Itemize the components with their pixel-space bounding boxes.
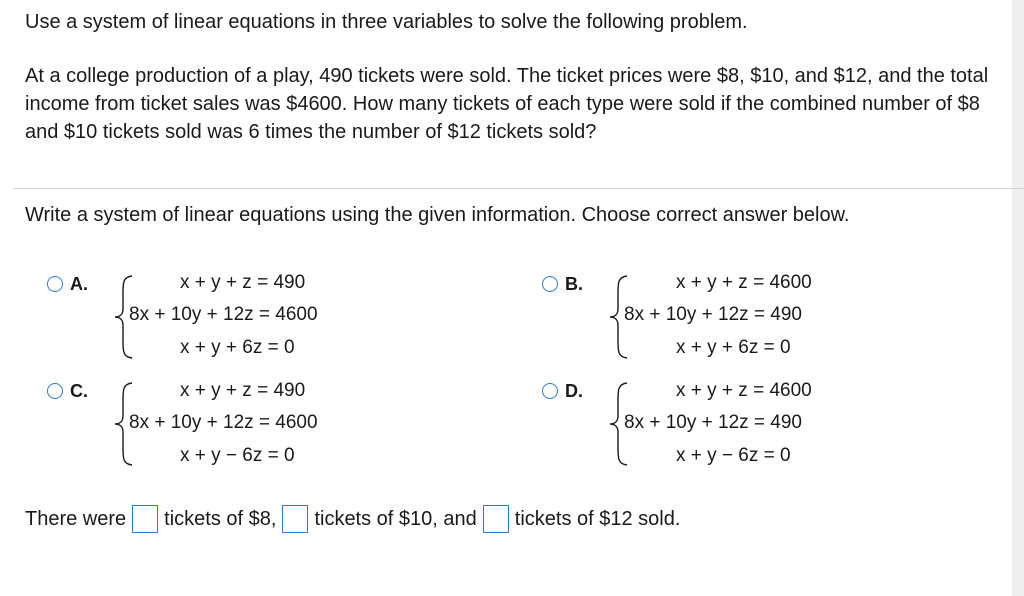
option-a-eq1: x + y + z = 490 bbox=[180, 272, 306, 293]
option-d-letter: D. bbox=[565, 381, 583, 401]
answer-input-8-dollar[interactable] bbox=[132, 505, 158, 533]
option-a-letter: A. bbox=[70, 274, 88, 294]
option-c-eq2: 8x + 10y + 12z = 4600 bbox=[129, 412, 318, 433]
option-a[interactable] bbox=[47, 272, 387, 370]
option-b[interactable] bbox=[542, 272, 882, 370]
answer-input-10-dollar[interactable] bbox=[282, 505, 308, 533]
option-d-eq3: x + y − 6z = 0 bbox=[676, 445, 791, 466]
radio-button-a[interactable] bbox=[47, 276, 63, 292]
instruction-text: Use a system of linear equations in three variables to solve the following problem. bbox=[25, 11, 748, 33]
answer-sentence bbox=[25, 505, 680, 533]
answer-text-1: There were bbox=[25, 508, 127, 530]
option-c-letter: C. bbox=[70, 381, 88, 401]
option-d[interactable] bbox=[542, 382, 882, 477]
answer-text-3: tickets of $10, and bbox=[314, 508, 477, 530]
problem-text: At a college production of a play, 490 tickets were sold. The ticket prices were $8, $10, and $12, and the total income from ticket sales was $4600. How many tickets of each type were sold if the combined number of $8 and $10 tickets sold was 6 times the number of $12 tickets sold? bbox=[25, 65, 989, 143]
option-d-eq1: x + y + z = 4600 bbox=[676, 380, 812, 401]
option-b-eq1: x + y + z = 4600 bbox=[676, 272, 812, 293]
answer-input-12-dollar[interactable] bbox=[483, 505, 509, 533]
page-edge-band bbox=[1012, 0, 1024, 596]
option-c-eq1: x + y + z = 490 bbox=[180, 380, 306, 401]
option-b-eq3: x + y + 6z = 0 bbox=[676, 337, 791, 358]
option-b-eq2: 8x + 10y + 12z = 490 bbox=[624, 304, 802, 325]
question-prompt: Write a system of linear equations using the given information. Choose correct answer below. bbox=[25, 204, 850, 226]
option-b-letter: B. bbox=[565, 274, 583, 294]
radio-button-c[interactable] bbox=[47, 383, 63, 399]
answer-text-4: tickets of $12 sold. bbox=[514, 508, 681, 530]
answer-text-2: tickets of $8, bbox=[164, 508, 277, 530]
radio-button-b[interactable] bbox=[542, 276, 558, 292]
radio-button-d[interactable] bbox=[542, 383, 558, 399]
option-c[interactable] bbox=[47, 382, 387, 477]
option-a-eq2: 8x + 10y + 12z = 4600 bbox=[129, 304, 318, 325]
option-d-eq2: 8x + 10y + 12z = 490 bbox=[624, 412, 802, 433]
option-c-eq3: x + y − 6z = 0 bbox=[180, 445, 295, 466]
section-divider bbox=[14, 188, 1024, 189]
option-a-eq3: x + y + 6z = 0 bbox=[180, 337, 295, 358]
